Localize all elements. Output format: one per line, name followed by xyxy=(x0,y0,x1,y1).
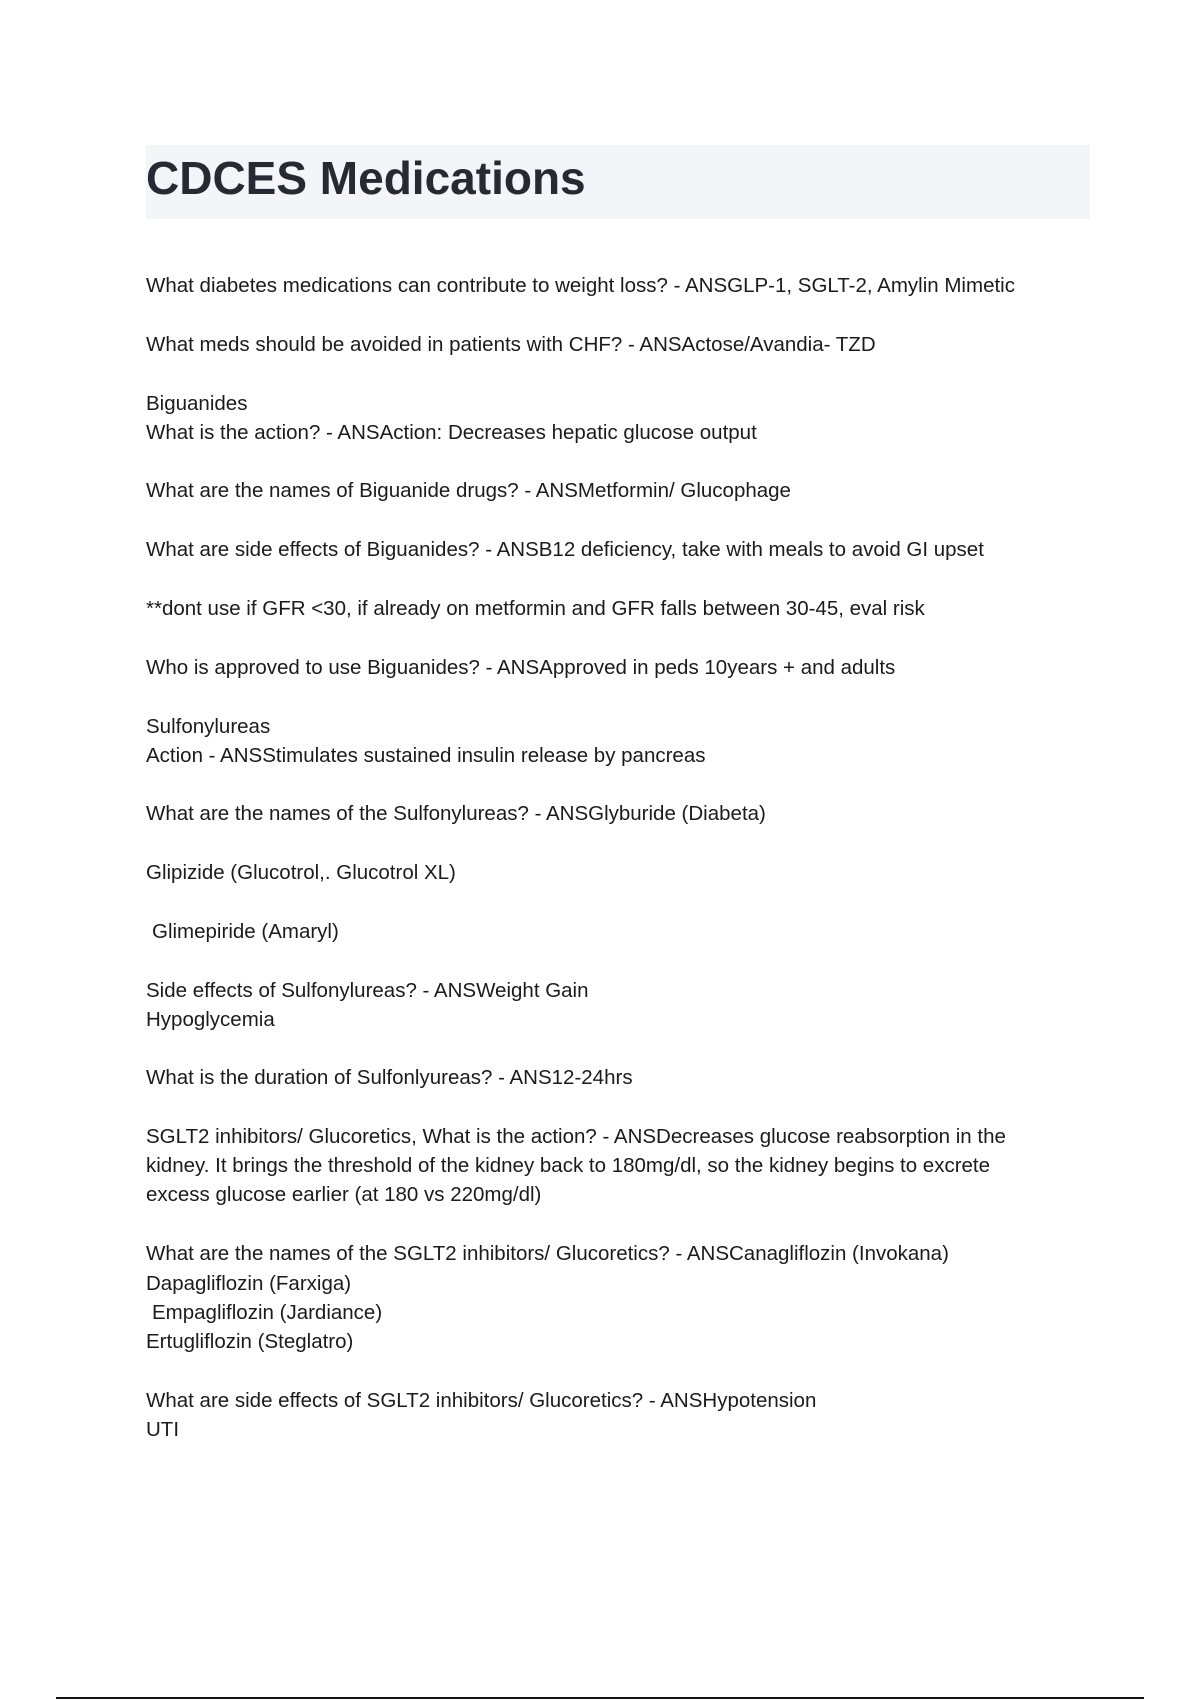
answer-continuation: Empagliflozin (Jardiance) xyxy=(152,1301,383,1324)
qa-line: What is the duration of Sulfonlyureas? - ANS12-24hrs xyxy=(146,1066,633,1089)
qa-line: Action - ANSStimulates sustained insulin release by pancreas xyxy=(146,744,706,767)
answer-continuation: Hypoglycemia xyxy=(146,1008,275,1031)
qa-line: Side effects of Sulfonylureas? - ANSWeight Gain xyxy=(146,979,589,1002)
qa-line-continuation: excess glucose earlier (at 180 vs 220mg/dl) xyxy=(146,1183,542,1206)
answer-continuation: Glimepiride (Amaryl) xyxy=(152,920,339,943)
answer-continuation: Glipizide (Glucotrol,. Glucotrol XL) xyxy=(146,861,456,884)
title-banner xyxy=(146,145,1090,219)
qa-line: What diabetes medications can contribute to weight loss? - ANSGLP-1, SGLT-2, Amylin Mimetic xyxy=(146,274,1015,297)
answer-continuation: Ertugliflozin (Steglatro) xyxy=(146,1330,354,1353)
qa-line: What are the names of the SGLT2 inhibitors/ Glucoretics? - ANSCanagliflozin (Invokana) xyxy=(146,1242,949,1265)
qa-line: What are side effects of Biguanides? - ANSB12 deficiency, take with meals to avoid GI upset xyxy=(146,538,984,561)
qa-line: What is the action? - ANSAction: Decreases hepatic glucose output xyxy=(146,421,757,444)
page-title: CDCES Medications xyxy=(146,152,586,204)
answer-continuation: Dapagliflozin (Farxiga) xyxy=(146,1272,352,1295)
qa-line: Who is approved to use Biguanides? - ANSApproved in peds 10years + and adults xyxy=(146,656,896,679)
qa-line: What are the names of the Sulfonylureas? - ANSGlyburide (Diabeta) xyxy=(146,802,766,825)
answer-continuation: UTI xyxy=(146,1418,180,1441)
section-heading-sulfonylureas: Sulfonylureas xyxy=(146,715,271,738)
qa-line: What are side effects of SGLT2 inhibitors/ Glucoretics? - ANSHypotension xyxy=(146,1389,817,1412)
section-heading-biguanides: Biguanides xyxy=(146,392,248,415)
qa-line-continuation: kidney. It brings the threshold of the kidney back to 180mg/dl, so the kidney begins to excrete xyxy=(146,1154,991,1177)
qa-line: What meds should be avoided in patients with CHF? - ANSActose/Avandia- TZD xyxy=(146,333,876,356)
note-line: **dont use if GFR <30, if already on metformin and GFR falls between 30-45, eval risk xyxy=(146,597,925,620)
footer-rule xyxy=(56,1697,1144,1699)
qa-line: SGLT2 inhibitors/ Glucoretics, What is the action? - ANSDecreases glucose reabsorption in the xyxy=(146,1125,1006,1148)
qa-line: What are the names of Biguanide drugs? - ANSMetformin/ Glucophage xyxy=(146,479,791,502)
